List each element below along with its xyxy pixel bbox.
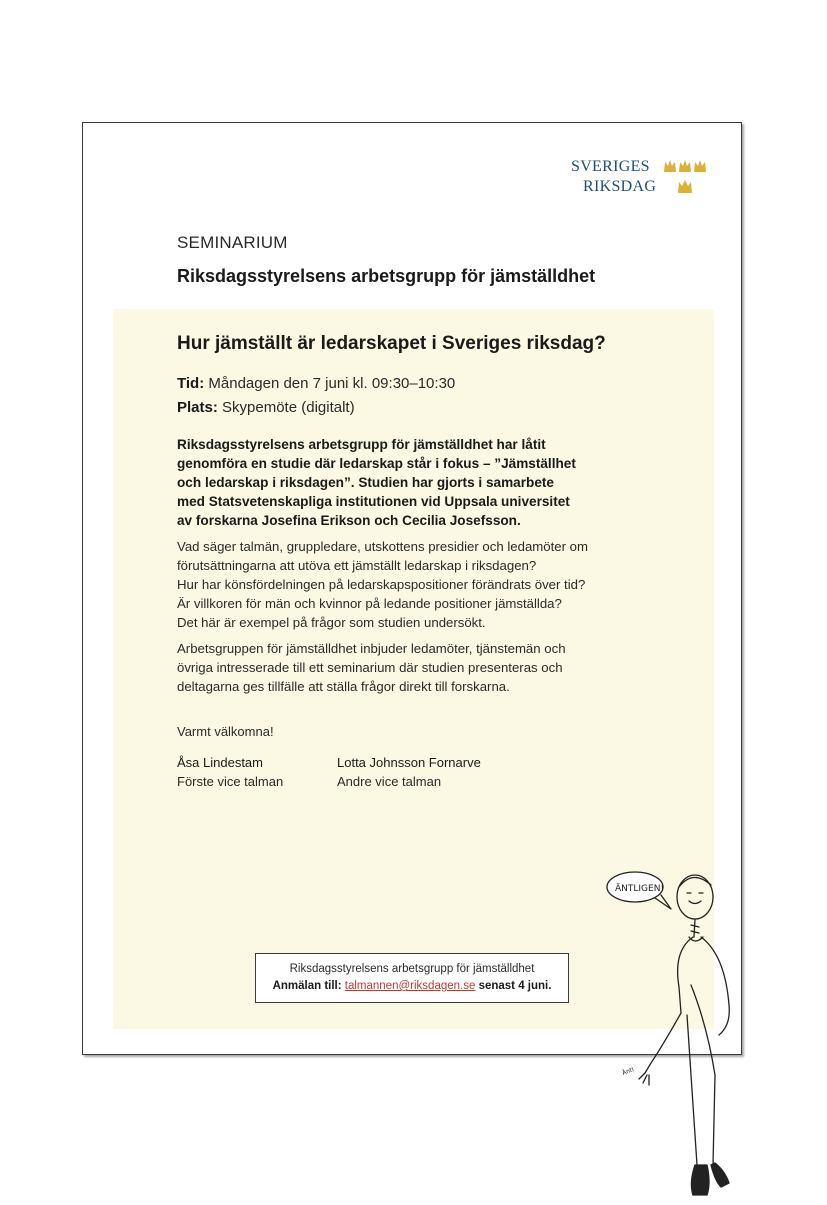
questions-paragraph <box>177 537 617 632</box>
registration-label: Anmälan till: <box>272 980 342 992</box>
place-row <box>177 399 355 416</box>
paragraph-line: Vad säger talmän, gruppledare, utskottens presidier och ledamöter om <box>177 539 588 554</box>
lead-line: och ledarskap i riksdagen”. Studien har gjorts i samarbete <box>177 475 554 490</box>
woman-illustration <box>603 865 753 1205</box>
place-label: Plats: <box>177 399 218 416</box>
paragraph-line: Är villkoren för män och kvinnor på ledande positioner jämställda? <box>177 596 562 611</box>
paragraph-line: övriga intresserade till ett seminarium där studien presenteras och <box>177 660 563 675</box>
seminar-headline: Hur jämställt är ledarskapet i Sveriges riksdag? <box>177 333 606 354</box>
paragraph-line: Det här är exempel på frågor som studien undersökt. <box>177 615 486 630</box>
crown-icon-bottom <box>677 178 693 195</box>
signature-name: Lotta Johnsson Fornarve <box>337 755 481 770</box>
logo-line-2: RIKSDAG <box>583 178 657 195</box>
content-panel <box>113 309 714 1077</box>
time-value: Måndagen den 7 juni kl. 09:30–10:30 <box>208 375 456 392</box>
logo-line-1: SVERIGES <box>571 158 650 175</box>
paragraph-line: deltagarna ges tillfälle att ställa frågor direkt till forskarna. <box>177 679 510 694</box>
signature-role: Förste vice talman <box>177 774 284 789</box>
lead-line: av forskarna Josefina Erikson och Cecilia Josefsson. <box>177 513 521 528</box>
riksdag-logo <box>571 158 711 200</box>
signature-block <box>177 753 283 791</box>
paragraph-line: Hur har könsfördelningen på ledarskapspositioner förändrats över tid? <box>177 577 586 592</box>
speech-bubble-text: ÄNTLIGEN! <box>615 884 665 894</box>
paragraph-line: Arbetsgruppen för jämställdhet inbjuder ledamöter, tjänstemän och <box>177 641 566 656</box>
invitation-page <box>82 122 742 1077</box>
registration-email-link[interactable]: talmannen@riksdagen.se <box>344 980 476 992</box>
registration-deadline: senast 4 juni. <box>478 980 552 992</box>
document-type-label: SEMINARIUM <box>177 233 288 252</box>
crown-icon-row-top <box>663 158 707 174</box>
organizer-subtitle: Riksdagsstyrelsens arbetsgrupp för jämställdhet <box>177 266 596 286</box>
place-value: Skypemöte (digitalt) <box>222 399 355 416</box>
registration-organizer: Riksdagsstyrelsens arbetsgrupp för jämställdhet <box>289 963 535 975</box>
lead-paragraph <box>177 435 647 530</box>
floor-text: Äntl <box>621 1066 635 1077</box>
invitation-paragraph <box>177 639 617 696</box>
lead-line: genomföra en studie där ledarskap står i fokus – ”Jämställhet <box>177 456 576 471</box>
registration-box <box>255 953 569 1003</box>
signature-role: Andre vice talman <box>337 774 442 789</box>
paragraph-line: förutsättningarna att utöva ett jämställt ledarskap i riksdagen? <box>177 558 537 573</box>
time-row <box>177 375 455 392</box>
lead-line: Riksdagsstyrelsens arbetsgrupp för jämställdhet har låtit <box>177 437 546 452</box>
lead-line: med Statsvetenskapliga institutionen vid Uppsala universitet <box>177 494 570 509</box>
signature-block <box>337 753 481 791</box>
registration-line <box>256 978 568 995</box>
welcome-text: Varmt välkomna! <box>177 724 274 739</box>
time-label: Tid: <box>177 375 205 392</box>
signature-name: Åsa Lindestam <box>177 755 263 770</box>
